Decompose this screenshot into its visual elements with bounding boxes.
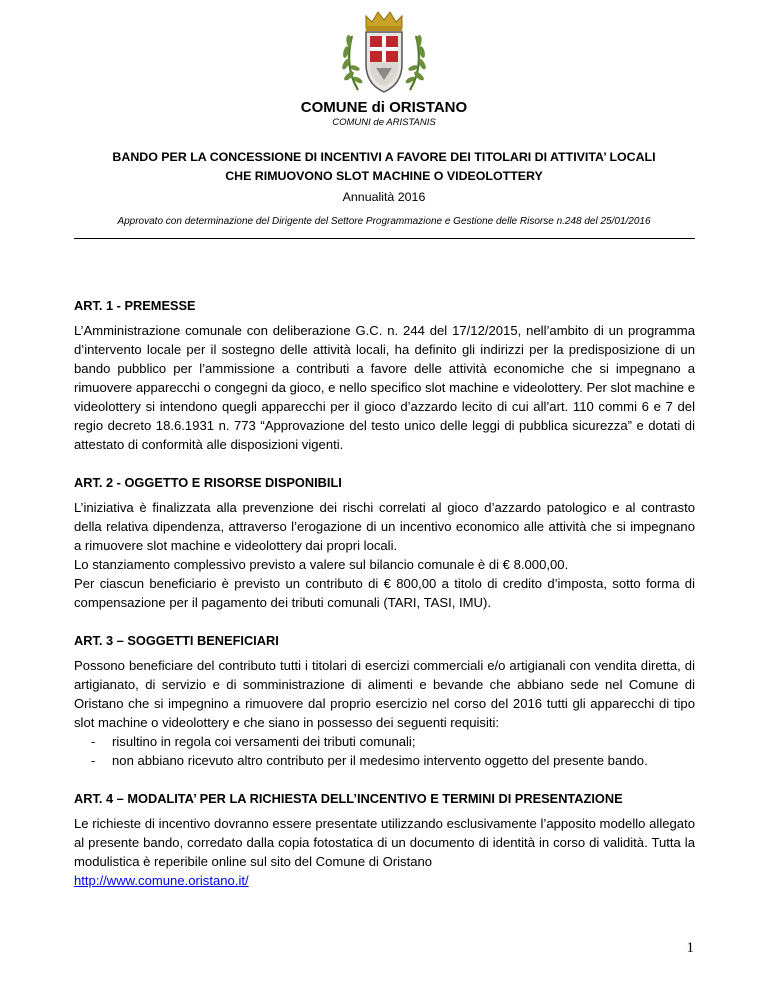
page-subtitle: COMUNI de ARISTANIS	[332, 117, 436, 128]
article-2	[74, 473, 695, 612]
list-item	[91, 732, 695, 751]
article-paragraph: Le richieste di incentivo dovranno essere presentate utilizzando esclusivamente l’apposito modello allegato al presente bando, corredato dalla copia fotostatica di un documento di identità in corso di validità. Tutta la modulistica è reperibile online sul sito del Comune di Oristano	[74, 816, 695, 869]
approval-note: Approvato con determinazione del Dirigente del Settore Programmazione e Gestione delle Risorse n.248 del 25/01/2016	[117, 216, 651, 227]
list-bullet: -	[91, 753, 96, 768]
article-paragraph: Possono beneficiare del contributo tutti i titolari di esercizi commerciali e/o artigianali con vendita diretta, di artigianato, di servizio e di somministrazione di alimenti e bevande che abbiano sede nel Comune di Oristano che si impegnino a rimuovere dal proprio esercizio nel corso del 2016 tutti gli apparecchi di tipo slot machine o videolottery e che siano in possesso dei seguenti requisiti:	[74, 658, 695, 730]
bando-year: Annualità 2016	[342, 190, 426, 204]
list-bullet: -	[91, 734, 96, 749]
bando-title-line: BANDO PER LA CONCESSIONE DI INCENTIVI A FAVORE DEI TITOLARI DI ATTIVITA’ LOCALI	[112, 150, 656, 164]
requirement-text: risultino in regola coi versamenti dei tributi comunali;	[112, 734, 416, 749]
bando-title	[0, 148, 768, 186]
article-heading: ART. 4 – MODALITA’ PER LA RICHIESTA DELL’INCENTIVO E TERMINI DI PRESENTAZIONE	[74, 791, 623, 806]
document-body	[74, 296, 695, 890]
article-paragraph: L’Amministrazione comunale con deliberazione G.C. n. 244 del 17/12/2015, nell’ambito di un programma d’intervento locale per il sostegno delle attività locali, ha definito gli indirizzi per la predisposizione di un bando pubblico per l’ammissione a contributi a favore delle attività economiche che si impegnano a rimuovere apparecchi o congegni da gioco, e nello specifico slot machine e videolottery. Per slot machine e videolottery si intendono quegli apparecchi per il gioco d’azzardo lecito di cui all’art. 110 commi 6 e 7 del regio decreto 18.6.1931 n. 773 “Approvazione del testo unico delle leggi di pubblica sicurezza” e dotati di attestato di conformità alle disposizioni vigenti.	[74, 323, 695, 452]
requirement-text: non abbiano ricevuto altro contributo per il medesimo intervento oggetto del presente bando.	[112, 753, 648, 768]
page-title: COMUNE di ORISTANO	[300, 99, 468, 116]
article-3	[74, 631, 695, 770]
oristano-coat-of-arms-icon	[336, 6, 432, 96]
article-1	[74, 296, 695, 454]
website-link[interactable]: http://www.comune.oristano.it/	[74, 873, 249, 888]
list-item	[91, 751, 695, 770]
article-paragraph: Per ciascun beneficiario è previsto un contributo di € 800,00 a titolo di credito d’imposta, sotto forma di compensazione per il pagamento dei tributi comunali (TARI, TASI, IMU).	[74, 576, 695, 610]
article-heading: ART. 1 - PREMESSE	[74, 298, 196, 313]
page-number: 1	[686, 940, 694, 956]
article-paragraph: L’iniziativa è finalizzata alla prevenzione dei rischi correlati al gioco d’azzardo patologico e al contrasto della relativa dipendenza, attraverso l’erogazione di un incentivo economico alle attività che si impegnano a rimuovere slot machine e videolottery dai propri locali.	[74, 500, 695, 553]
article-heading: ART. 2 - OGGETTO E RISORSE DISPONIBILI	[74, 475, 342, 490]
bando-title-line: CHE RIMUOVONO SLOT MACHINE O VIDEOLOTTERY	[225, 169, 543, 183]
article-paragraph: Lo stanziamento complessivo previsto a valere sul bilancio comunale è di € 8.000,00.	[74, 557, 569, 572]
requirements-list	[74, 732, 695, 770]
header-divider	[74, 238, 695, 239]
article-4	[74, 789, 695, 890]
article-heading: ART. 3 – SOGGETTI BENEFICIARI	[74, 633, 279, 648]
